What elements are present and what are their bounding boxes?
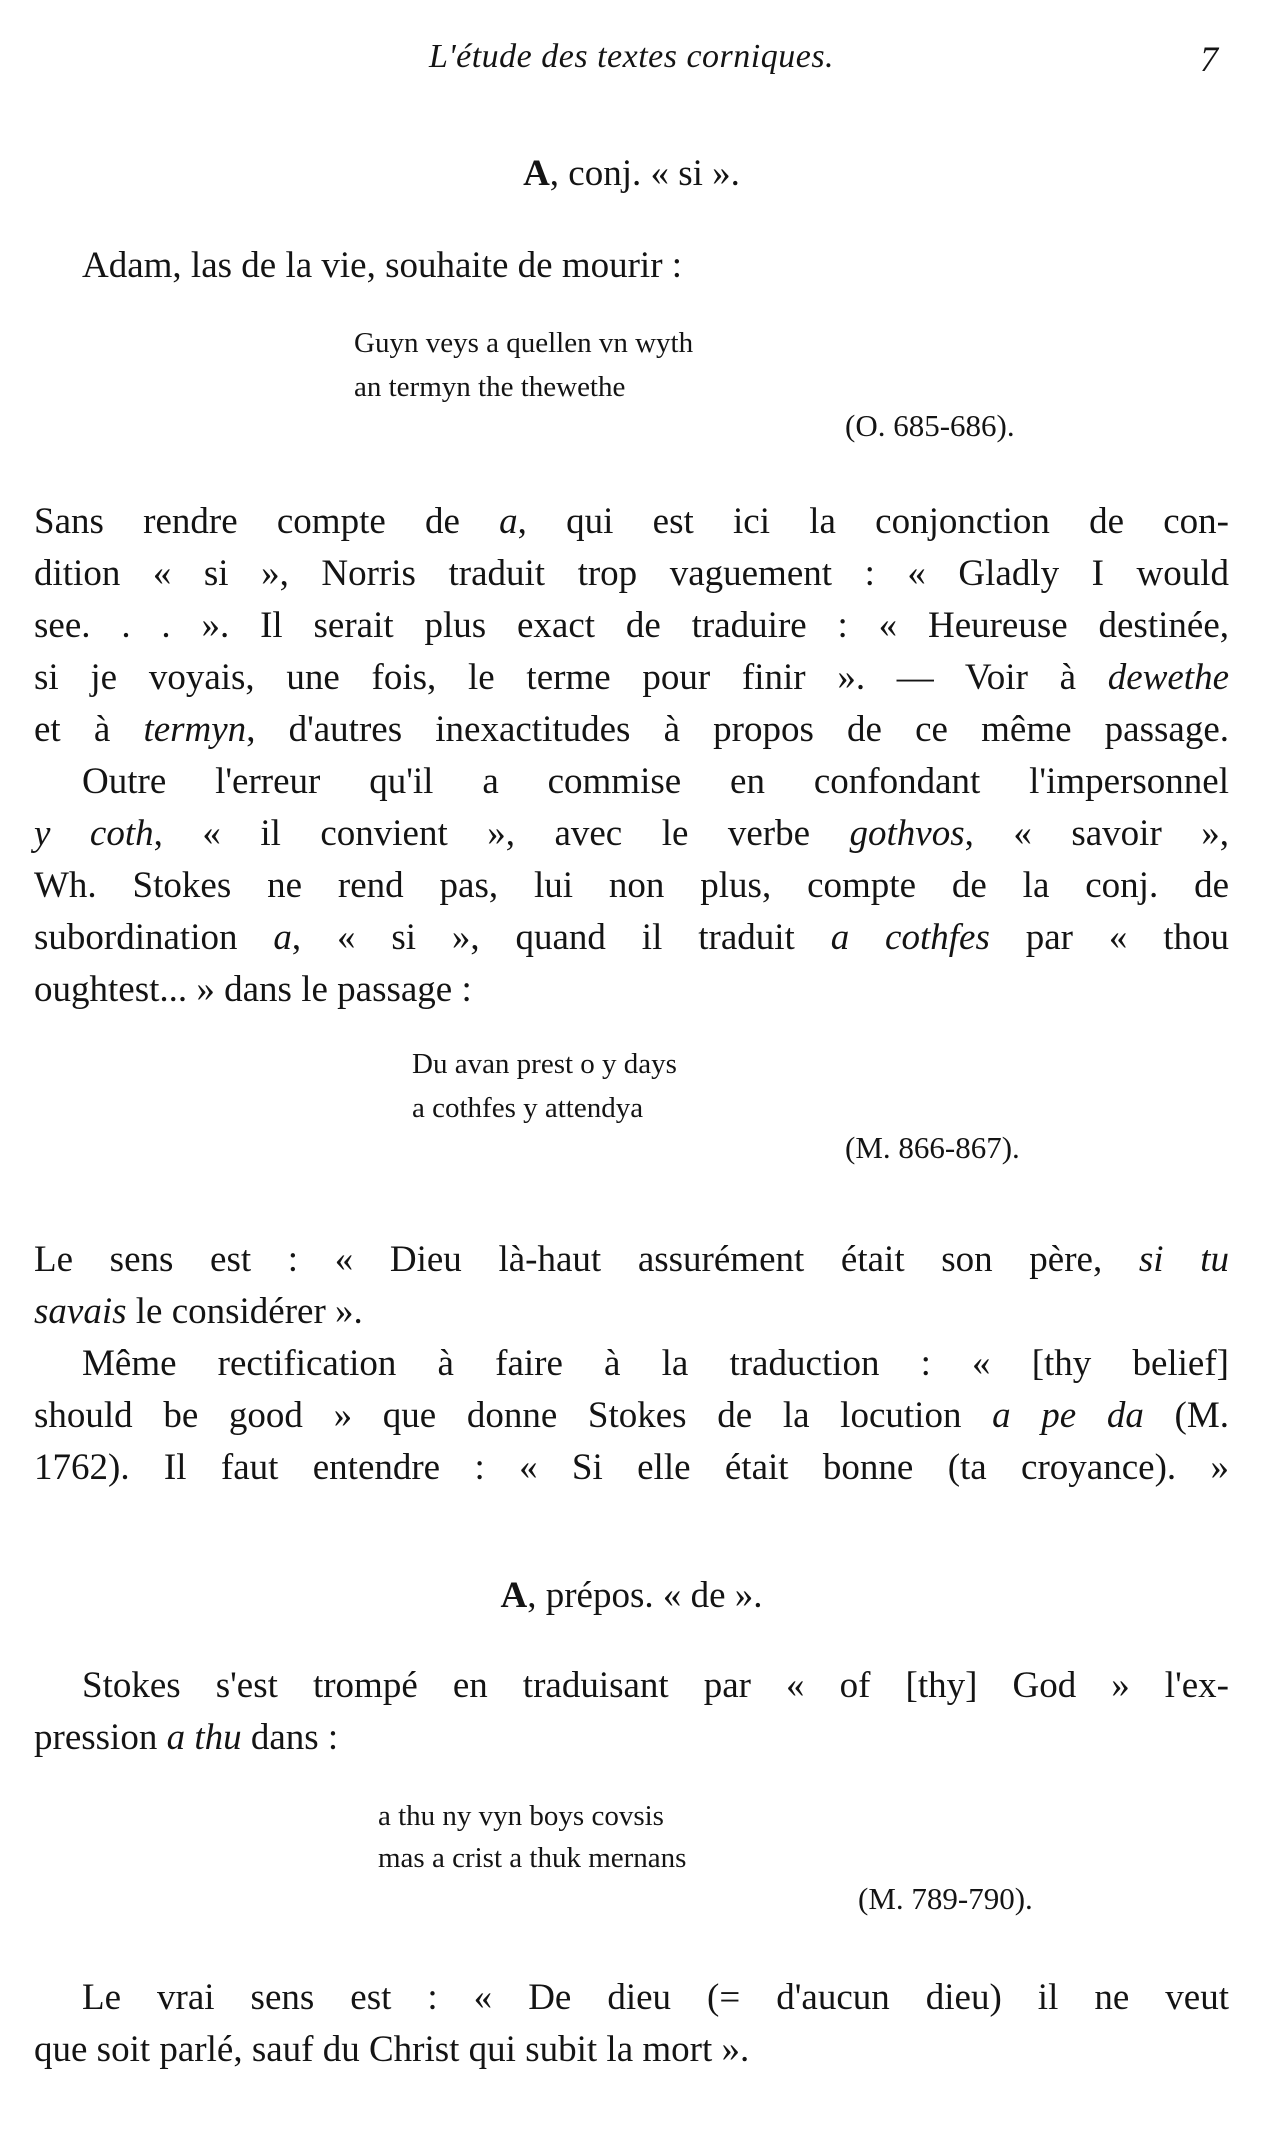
paragraph (34, 1234, 1229, 1494)
text-line (34, 1660, 1229, 1712)
intro-sentence: Adam, las de la vie, souhaite de mourir : (82, 245, 683, 286)
paragraph (34, 1972, 1229, 2076)
running-title: L'étude des textes corniques. (428, 38, 835, 75)
text-segment: should be good » que donne Stokes de la locution (34, 1395, 993, 1436)
text-line (34, 652, 1229, 704)
verse-reference: (O. 685-686). (845, 408, 1015, 443)
text-segment: see. . . ». Il serait plus exact de traduire : « Heureuse destinée, (34, 605, 1229, 646)
italic-term: si tu (1138, 1239, 1230, 1280)
text-line (34, 756, 1229, 808)
entry-gloss: , prépos. « de ». (527, 1575, 763, 1616)
italic-term: a cothfes (830, 917, 990, 958)
text-segment: dans : (241, 1717, 339, 1758)
text-segment: (M. (1143, 1395, 1229, 1436)
verse-line: a thu ny vyn boys covsis (378, 1800, 664, 1832)
entry-headword: A (523, 153, 550, 194)
italic-term: termyn (143, 709, 247, 750)
text-line (34, 704, 1229, 756)
text-line (34, 1442, 1229, 1494)
text-segment: Stokes s'est trompé en traduisant par « of [thy] God » l'ex- (82, 1665, 1229, 1706)
italic-term: a thu (166, 1717, 242, 1758)
text-segment: le considérer ». (126, 1291, 363, 1332)
text-segment: si je voyais, une fois, le terme pour finir ». — Voir à (34, 657, 1108, 698)
text-segment: que soit parlé, sauf du Christ qui subit la mort ». (34, 2029, 750, 2070)
paragraph (34, 1660, 1229, 1764)
text-line (34, 1234, 1229, 1286)
verse-quote-1 (354, 321, 693, 409)
text-segment: subordination (34, 917, 274, 958)
text-segment: pression (34, 1717, 167, 1758)
text-segment: Le vrai sens est : « De dieu (= d'aucun dieu) il ne veut (82, 1977, 1229, 2018)
text-segment: et à (34, 709, 144, 750)
verse-line: an termyn the thewethe (354, 371, 626, 403)
text-line (34, 1712, 1229, 1764)
text-segment: Wh. Stokes ne rend pas, lui non plus, compte de la conj. de (34, 865, 1229, 906)
text-line (34, 808, 1229, 860)
text-line (34, 548, 1229, 600)
text-segment: Outre l'erreur qu'il a commise en confondant l'impersonnel (82, 761, 1229, 802)
italic-term: a (499, 501, 518, 542)
text-segment: , d'autres inexactitudes à propos de ce même passage. (246, 709, 1229, 750)
page-number: 7 (1200, 39, 1218, 79)
text-line (34, 912, 1229, 964)
verse-line: mas a crist a thuk mernans (378, 1842, 687, 1874)
verse-line: a cothfes y attendya (412, 1092, 644, 1124)
text-segment: Sans rendre compte de (34, 501, 500, 542)
verse-reference: (M. 866-867). (845, 1130, 1020, 1165)
text-line (34, 600, 1229, 652)
text-line (34, 496, 1229, 548)
text-segment: Le sens est : « Dieu là-haut assurément était son père, (34, 1239, 1139, 1280)
verse-quote-3 (378, 1795, 686, 1879)
italic-term: savais (34, 1291, 127, 1332)
italic-term: a (273, 917, 292, 958)
verse-line: Du avan prest o y days (412, 1048, 677, 1080)
text-line (34, 2024, 1229, 2076)
entry-gloss: , conj. « si ». (549, 153, 740, 194)
entry-headword: A (500, 1575, 528, 1616)
text-line (34, 1286, 1229, 1338)
text-line (34, 860, 1229, 912)
text-line (34, 964, 1229, 1016)
verse-line: Guyn veys a quellen vn wyth (354, 327, 694, 359)
text-line (34, 1972, 1229, 2024)
text-segment: , « savoir », (964, 813, 1229, 854)
verse-quote-2 (412, 1042, 677, 1130)
verse-reference: (M. 789-790). (858, 1881, 1033, 1916)
italic-term: y coth (34, 813, 154, 854)
italic-term: a pe da (992, 1395, 1144, 1436)
text-line (34, 1338, 1229, 1390)
italic-term: dewethe (1107, 657, 1229, 698)
text-segment: , qui est ici la conjonction de con- (517, 501, 1229, 542)
paragraph (34, 496, 1229, 1016)
entry-heading-conj (0, 152, 1263, 195)
text-segment: oughtest... » dans le passage : (34, 969, 472, 1010)
text-line (34, 1390, 1229, 1442)
entry-heading-prep (0, 1574, 1263, 1617)
text-segment: 1762). Il faut entendre : « Si elle était bonne (ta croyance). » (34, 1447, 1229, 1488)
text-segment: dition « si », Norris traduit trop vaguement : « Gladly I would (34, 553, 1229, 594)
text-segment: , « il convient », avec le verbe (153, 813, 850, 854)
text-segment: par « thou (989, 917, 1229, 958)
text-segment: , « si », quand il traduit (291, 917, 831, 958)
text-segment: Même rectification à faire à la traduction : « [thy belief] (82, 1343, 1229, 1384)
italic-term: gothvos (849, 813, 965, 854)
